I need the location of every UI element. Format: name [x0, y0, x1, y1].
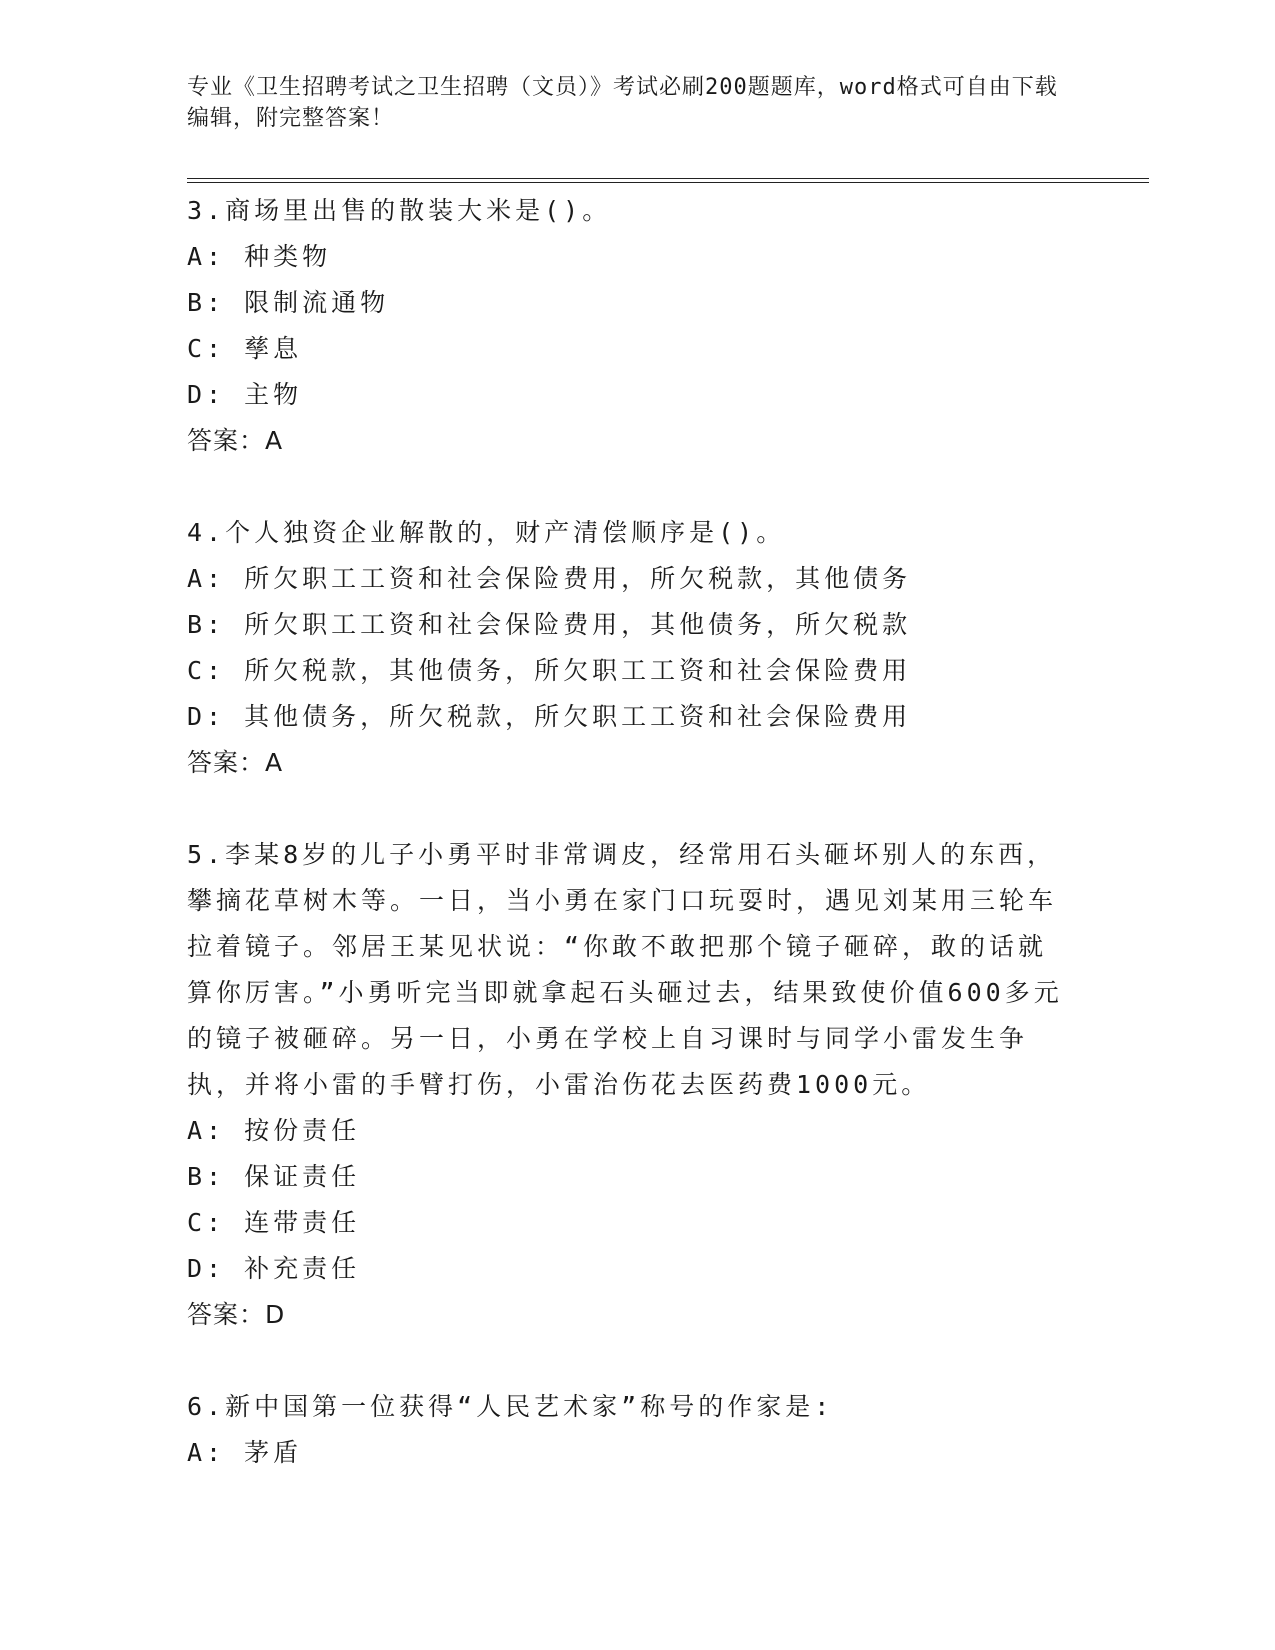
question-stem: 3.商场里出售的散装大米是()。	[187, 196, 612, 225]
header-divider-bottom	[187, 182, 1149, 183]
question-3	[187, 188, 1067, 464]
header-divider-top	[187, 178, 1149, 179]
question-4	[187, 510, 1067, 786]
option-d: D: 主物	[187, 380, 303, 409]
option-a: A: 种类物	[187, 242, 332, 271]
question-stem: 6.新中国第一位获得“人民艺术家”称号的作家是:	[187, 1392, 834, 1421]
question-6	[187, 1384, 1067, 1476]
answer-line: 答案：D	[187, 1300, 286, 1329]
option-c: C: 孳息	[187, 334, 303, 363]
answer-line: 答案：A	[187, 426, 284, 455]
option-a: A: 所欠职工工资和社会保险费用，所欠税款，其他债务	[187, 564, 912, 593]
option-b: B: 保证责任	[187, 1162, 361, 1191]
question-stem: 5.李某8岁的儿子小勇平时非常调皮，经常用石头砸坏别人的东西，攀摘花草树木等。一日，当小勇在家门口玩耍时，遇见刘某用三轮车拉着镜子。邻居王某见状说：“你敢不敢把那个镜子砸碎，敢的话就算你厉害。”小勇听完当即就拿起石头砸过去，结果致使价值600多元的镜子被砸碎。另一日，小勇在学校上自习课时与同学小雷发生争执，并将小雷的手臂打伤，小雷治伤花去医药费1000元。	[187, 840, 1063, 1099]
question-list	[187, 188, 1067, 1522]
document-header: 专业《卫生招聘考试之卫生招聘（文员）》考试必刷200题题库，word格式可自由下载编辑，附完整答案！	[187, 75, 1058, 131]
option-d: D: 补充责任	[187, 1254, 361, 1283]
question-stem: 4.个人独资企业解散的，财产清偿顺序是()。	[187, 518, 786, 547]
option-d: D: 其他债务，所欠税款，所欠职工工资和社会保险费用	[187, 702, 912, 731]
answer-line: 答案：A	[187, 748, 284, 777]
option-c: C: 连带责任	[187, 1208, 361, 1237]
question-5	[187, 832, 1067, 1338]
option-b: B: 限制流通物	[187, 288, 390, 317]
option-c: C: 所欠税款，其他债务，所欠职工工资和社会保险费用	[187, 656, 912, 685]
option-a: A: 按份责任	[187, 1116, 361, 1145]
option-b: B: 所欠职工工资和社会保险费用，其他债务，所欠税款	[187, 610, 912, 639]
option-a: A: 茅盾	[187, 1438, 303, 1467]
